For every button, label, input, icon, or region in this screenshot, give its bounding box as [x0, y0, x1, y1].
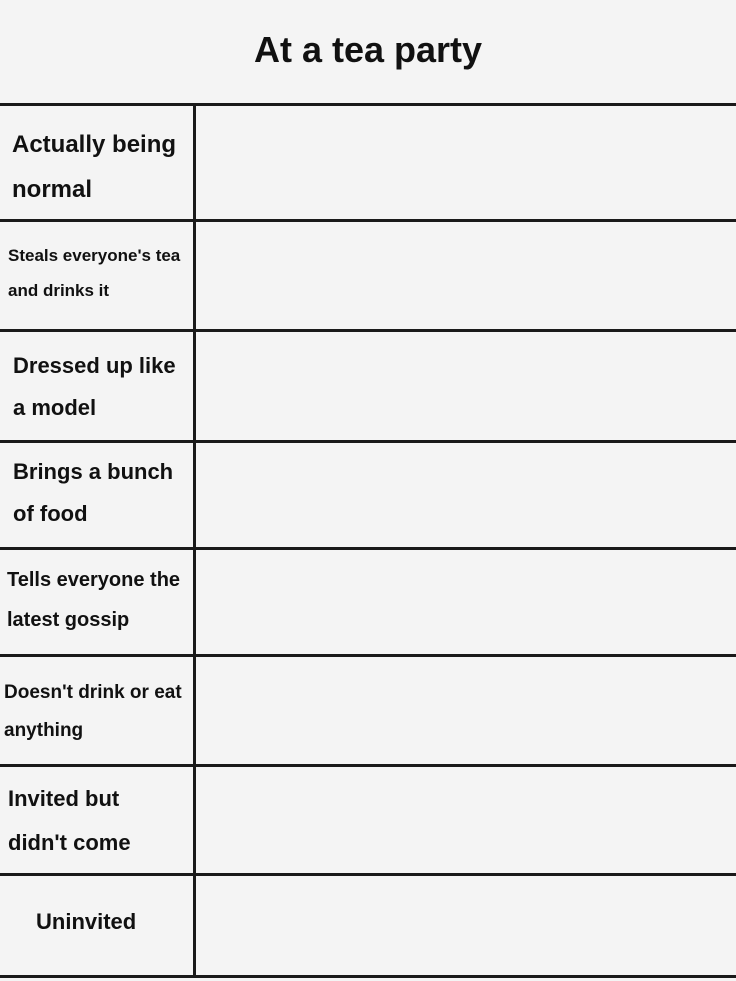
row-label-line: Tells everyone the [7, 569, 181, 591]
row-cell[interactable] [197, 657, 736, 764]
row-label-line: Invited but [8, 786, 120, 811]
row-label-line: of food [13, 501, 88, 526]
row-label-line: Dressed up like [13, 353, 176, 378]
row-cell[interactable] [197, 443, 736, 547]
grid-line-bottom [0, 975, 736, 978]
row-label-line: didn't come [8, 830, 131, 855]
row-label-line: latest gossip [7, 609, 130, 631]
row-label-line: anything [4, 720, 84, 741]
row-cell[interactable] [197, 106, 736, 219]
row-cell[interactable] [197, 332, 736, 440]
row-label-line: Uninvited [36, 909, 137, 934]
chart-title: At a tea party [253, 29, 483, 70]
row-cell[interactable] [197, 550, 736, 654]
row-label-line: and drinks it [8, 281, 110, 300]
row-label-line: Brings a bunch [13, 459, 174, 484]
row-label-line: Doesn't drink or eat [4, 682, 182, 703]
row-cell[interactable] [197, 222, 736, 329]
column-divider [193, 104, 196, 977]
row-cell[interactable] [197, 876, 736, 975]
row-cell[interactable] [197, 767, 736, 873]
row-label-line: a model [13, 395, 97, 420]
row-label-line: Actually being [12, 131, 177, 158]
row-label-line: normal [12, 176, 93, 203]
row-label-line: Steals everyone's tea [8, 246, 181, 265]
